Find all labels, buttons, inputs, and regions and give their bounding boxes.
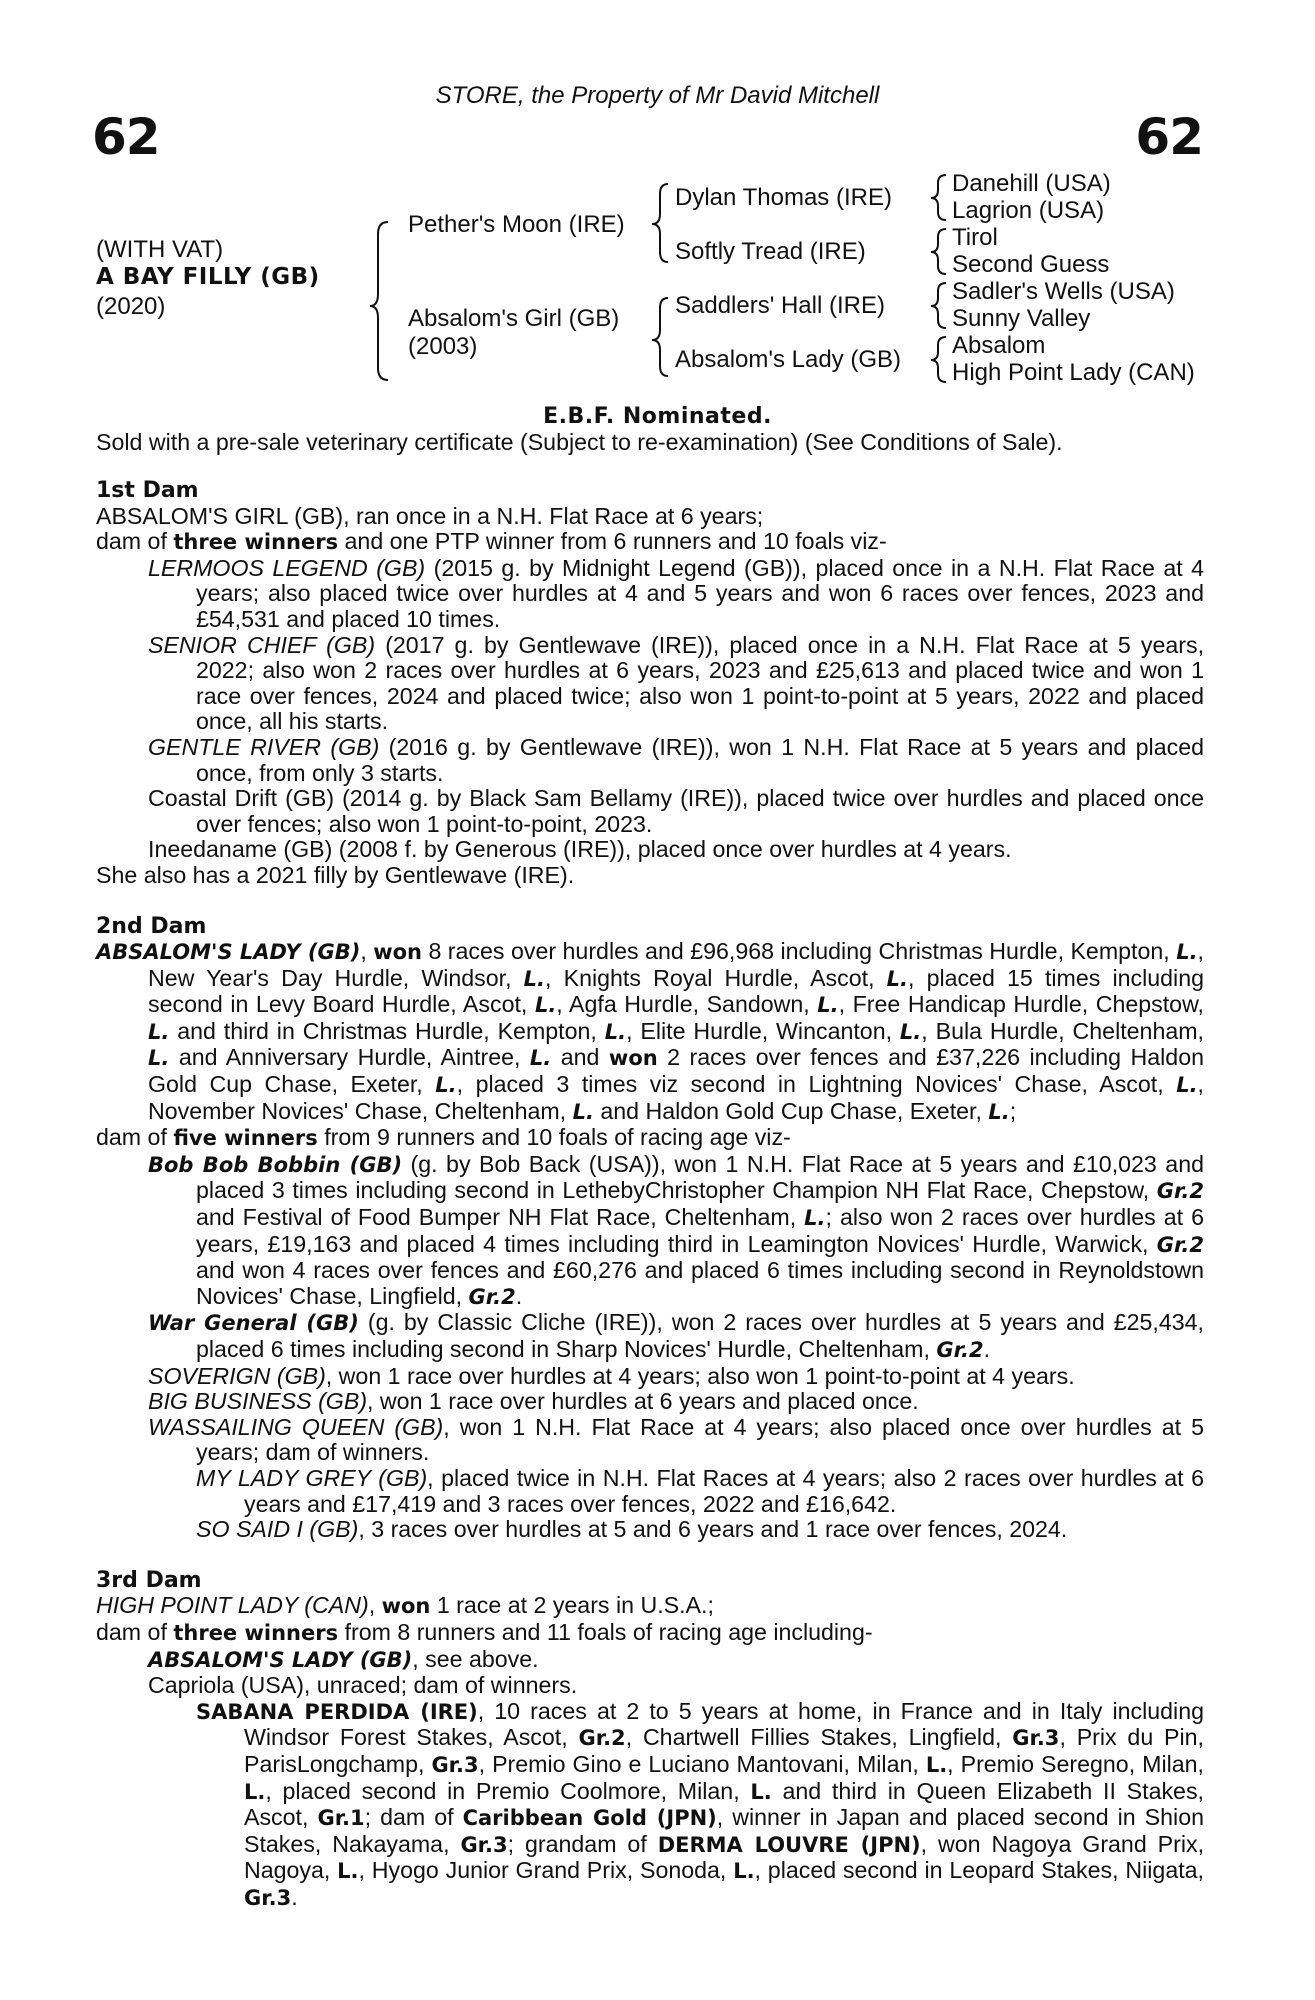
dam2-grandfoal-so-said-i: SO SAID I (GB), 3 races over hurdles at 5 and 6 years and 1 race over fences, 2024. [196, 1516, 1068, 1543]
dam2-grandfoal-my-lady-grey: MY LADY GREY (GB), placed twice in N.H. Flat Races at 4 years; also 2 races over hurdles at 6 years and £17,419 and 3 races over fences, 2022 and £16,642. [196, 1464, 1204, 1517]
pedigree-gg-3: Tirol [952, 224, 998, 251]
dam2-heading: 2nd Dam [96, 913, 207, 939]
dam1-foal-5: Ineedaname (GB) (2008 f. by Generous (IRE)), placed once over hurdles at 4 years. [148, 836, 1012, 863]
dam3-foal-capriola: Capriola (USA), unraced; dam of winners. [148, 1672, 578, 1699]
dam2-foal-wassailing: WASSAILING QUEEN (GB), won 1 N.H. Flat Race at 4 years; also placed once over hurdles at 5 years; dam of winners. [148, 1413, 1204, 1466]
pedigree-sire: Pether's Moon (IRE) [408, 211, 625, 238]
dam2-record: ABSALOM'S LADY (GB), won 8 races over hurdles and £96,968 including Christmas Hurdle, Kempton, L., New Year's Day Hurdle, Windsor, L., Knights Royal Hurdle, Ascot, L., placed 15 times including second in Levy Board Hurdle, Ascot, L., Agfa Hurdle, Sandown, L., Free Handicap Hurdle, Chepstow, L. and third in Christmas Hurdle, Kempton, L., Elite Hurdle, Wincanton, L., Bula Hurdle, Cheltenham, L. and Anniversary Hurdle, Aintree, L. and won 2 races over fences and £37,226 including Haldon Gold Cup Chase, Exeter, L., placed 3 times viz second in Lightning Novices' Chase, Ascot, L., November Novices' Chase, Cheltenham, L. and Haldon Gold Cup Chase, Exeter, L.; [96, 938, 1204, 1124]
dam2-foal-war: War General (GB) (g. by Classic Cliche (IRE)), won 2 races over hurdles at 5 years and £25,434, placed 6 times including second in Sharp Novices' Hurdle, Cheltenham, Gr.2. [148, 1309, 1204, 1362]
horse-name: A BAY FILLY (GB) [96, 264, 320, 290]
catalogue-body [96, 478, 1204, 1911]
vat-label: (WITH VAT) [96, 236, 224, 263]
pedigree-sire-sire: Dylan Thomas (IRE) [675, 184, 892, 211]
pedigree-dam-year: (2003) [408, 333, 478, 360]
dam1-foal-4: Coastal Drift (GB) (2014 g. by Black Sam Bellamy (IRE)), placed twice over hurdles and placed once over fences; also won 1 point-to-point, 2023. [148, 785, 1204, 837]
vet-note: Sold with a pre-sale veterinary certificate (Subject to re-examination) (See Conditions of Sale). [96, 429, 1063, 455]
dam2-foal-soverign: SOVERIGN (GB), won 1 race over hurdles at 4 years; also won 1 point-to-point at 4 years. [148, 1362, 1075, 1389]
pedigree-gg-2: Lagrion (USA) [952, 197, 1105, 224]
dam1-closing: She also has a 2021 filly by Gentlewave (IRE). [96, 861, 575, 888]
pedigree-dam-sire: Saddlers' Hall (IRE) [675, 292, 885, 319]
dam3-grandfoal-sabana-perdida: SABANA PERDIDA (IRE), 10 races at 2 to 5 years at home, in France and in Italy including Windsor Forest Stakes, Ascot, Gr.2, Chartwell Fillies Stakes, Lingfield, Gr.3, Prix du Pin, ParisLongchamp, Gr.3, Premio Gino e Luciano Mantovani, Milan, L., Premio Seregno, Milan, L., placed second in Premio Coolmore, Milan, L. and third in Queen Elizabeth II Stakes, Ascot, Gr.1; dam of Caribbean Gold (JPN), winner in Japan and placed second in Shion Stakes, Nakayama, Gr.3; grandam of DERMA LOUVRE (JPN), won Nagoya Grand Prix, Nagoya, L., Hyogo Junior Grand Prix, Sonoda, L., placed second in Leopard Stakes, Niigata, Gr.3. [196, 1697, 1205, 1910]
dam1-foal-2: SENIOR CHIEF (GB) (2017 g. by Gentlewave (IRE)), placed once in a N.H. Flat Race at 5 years, 2022; also won 2 races over hurdles at 6 years, 2023 and £25,613 and placed twice and won 1 race over fences, 2024 and placed twice; also won 1 point-to-point at 5 years, 2022 and placed once, all his starts. [148, 631, 1205, 735]
dam3-produce: dam of three winners from 8 runners and 11 foals of racing age including- [96, 1618, 873, 1645]
dam2-foal-bob: Bob Bob Bobbin (GB) (g. by Bob Back (USA)), won 1 N.H. Flat Race at 5 years and £10,023 and placed 3 times including second in LethebyChristopher Champion NH Flat Race, Chepstow, Gr.2 and Festival of Food Bumper NH Flat Race, Cheltenham, L.; also won 2 races over hurdles at 6 years, £19,163 and placed 4 times including third in Leamington Novices' Hurdle, Warwick, Gr.2 and won 4 races over fences and £60,276 and placed 6 times including second in Reynoldstown Novices' Chase, Lingfield, Gr.2. [148, 1150, 1204, 1309]
dam2-produce: dam of five winners from 9 runners and 10 foals of racing age viz- [96, 1124, 791, 1151]
dam3-heading: 3rd Dam [96, 1567, 202, 1593]
dam3-record: HIGH POINT LADY (CAN), won 1 race at 2 years in U.S.A.; [96, 1592, 714, 1619]
pedigree-dam-dam: Absalom's Lady (GB) [675, 346, 901, 373]
pedigree-gg-4: Second Guess [952, 251, 1110, 278]
horse-year: (2020) [96, 293, 166, 320]
pedigree-braces [0, 0, 1315, 400]
dam1-produce: dam of three winners and one PTP winner from 6 runners and 10 foals viz- [96, 528, 887, 555]
pedigree-gg-6: Sunny Valley [952, 305, 1091, 332]
pedigree-gg-5: Sadler's Wells (USA) [952, 278, 1175, 305]
lot-number-right: 62 [1135, 108, 1203, 166]
lot-number-left: 62 [92, 108, 160, 166]
pedigree-gg-1: Danehill (USA) [952, 170, 1111, 197]
dam2-foal-big-business: BIG BUSINESS (GB), won 1 race over hurdles at 6 years and placed once. [148, 1388, 919, 1415]
ebf-note: E.B.F. Nominated. [543, 404, 772, 429]
pedigree-gg-7: Absalom [952, 332, 1046, 359]
pedigree-sire-dam: Softly Tread (IRE) [675, 238, 866, 265]
pedigree-dam: Absalom's Girl (GB) [408, 305, 620, 332]
pedigree-gg-8: High Point Lady (CAN) [952, 359, 1195, 386]
dam1-foal-3: GENTLE RIVER (GB) (2016 g. by Gentlewave (IRE)), won 1 N.H. Flat Race at 5 years and placed once, from only 3 starts. [148, 733, 1204, 786]
vendor-header: STORE, the Property of Mr David Mitchell [435, 82, 880, 109]
dam1-foal-1: LERMOOS LEGEND (GB) (2015 g. by Midnight Legend (GB)), placed once in a N.H. Flat Race at 4 years; also placed twice over hurdles at 4 and 5 years and won 6 races over fences, 2023 and £54,531 and placed 10 times. [148, 554, 1204, 632]
dam1-heading: 1st Dam [96, 478, 199, 503]
dam3-foal-absaloms-lady: ABSALOM'S LADY (GB), see above. [148, 1645, 539, 1672]
dam1-intro: ABSALOM'S GIRL (GB), ran once in a N.H. Flat Race at 6 years; [96, 502, 764, 529]
